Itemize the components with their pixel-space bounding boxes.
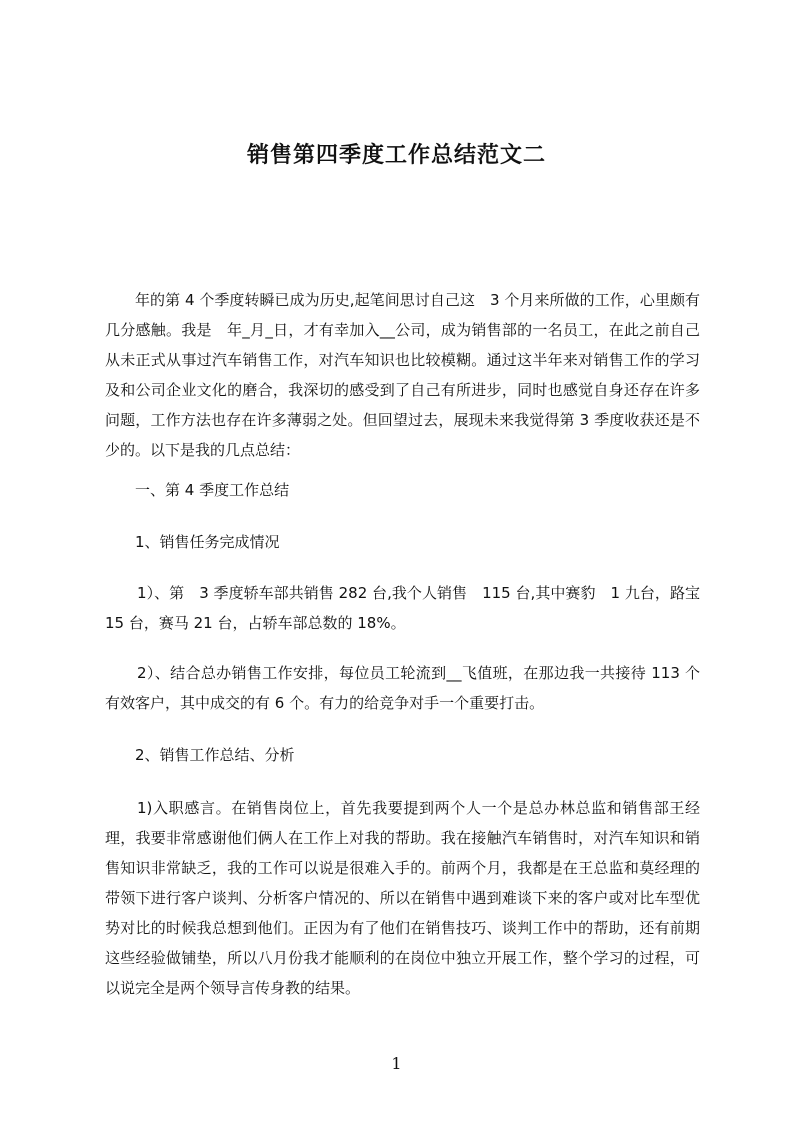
- subsection-heading-analysis: 2、销售工作总结、分析: [135, 746, 295, 764]
- section-heading-1: 一、第 4 季度工作总结: [135, 481, 290, 499]
- document-title: 销售第四季度工作总结范文二: [246, 143, 546, 168]
- subsection-heading-sales-task: 1、销售任务完成情况: [135, 533, 280, 551]
- page-number: 1: [391, 1054, 402, 1073]
- onboarding-paragraph: 1)入职感言。在销售岗位上，首先我要提到两个人一个是总办林总监和销售部王经理，我要非常感谢他们俩人在工作上对我的帮助。我在接触汽车销售时，对汽车知识和销售知识非常缺乏，我的工作可以说是很难入手的。前两个月，我都是在王总监和莫经理的带领下进行客户谈判、分析客户情况的、所以在销售中遇到难谈下来的客户或对比车型优势对比的时候我总想到他们。正因为有了他们在销售技巧、谈判工作中的帮助，还有前期这些经验做铺垫，所以八月份我才能顺利的在岗位中独立开展工作，整个学习的过程，可以说完全是两个领导言传身教的结果。: [105, 799, 700, 997]
- intro-paragraph: 年的第 4 个季度转瞬已成为历史,起笔间思讨自己这 3 个月来所做的工作，心里颇有几分感触。我是 年_月_日，才有幸加入__公司，成为销售部的一名员工，在此之前自己从未正式从事过汽车销售工作，对汽车知识也比较模糊。通过这半年来对销售工作的学习及和公司企业文化的磨合，我深切的感受到了自己有所进步，同时也感觉自身还存在许多问题，工作方法也存在许多薄弱之处。但回望过去，展现未来我觉得第 3 季度收获还是不少的。以下是我的几点总结：: [105, 291, 700, 459]
- sales-item-2-paragraph: 2）、结合总办销售工作安排，每位员工轮流到__飞值班，在那边我一共接待 113 个有效客户，其中成交的有 6 个。有力的给竞争对手一个重要打击。: [105, 664, 700, 712]
- sales-item-1-paragraph: 1）、第 3 季度轿车部共销售 282 台,我个人销售 115 台,其中赛豹 1 九台，路宝 15 台，赛马 21 台，占轿车部总数的 18%。: [105, 584, 700, 632]
